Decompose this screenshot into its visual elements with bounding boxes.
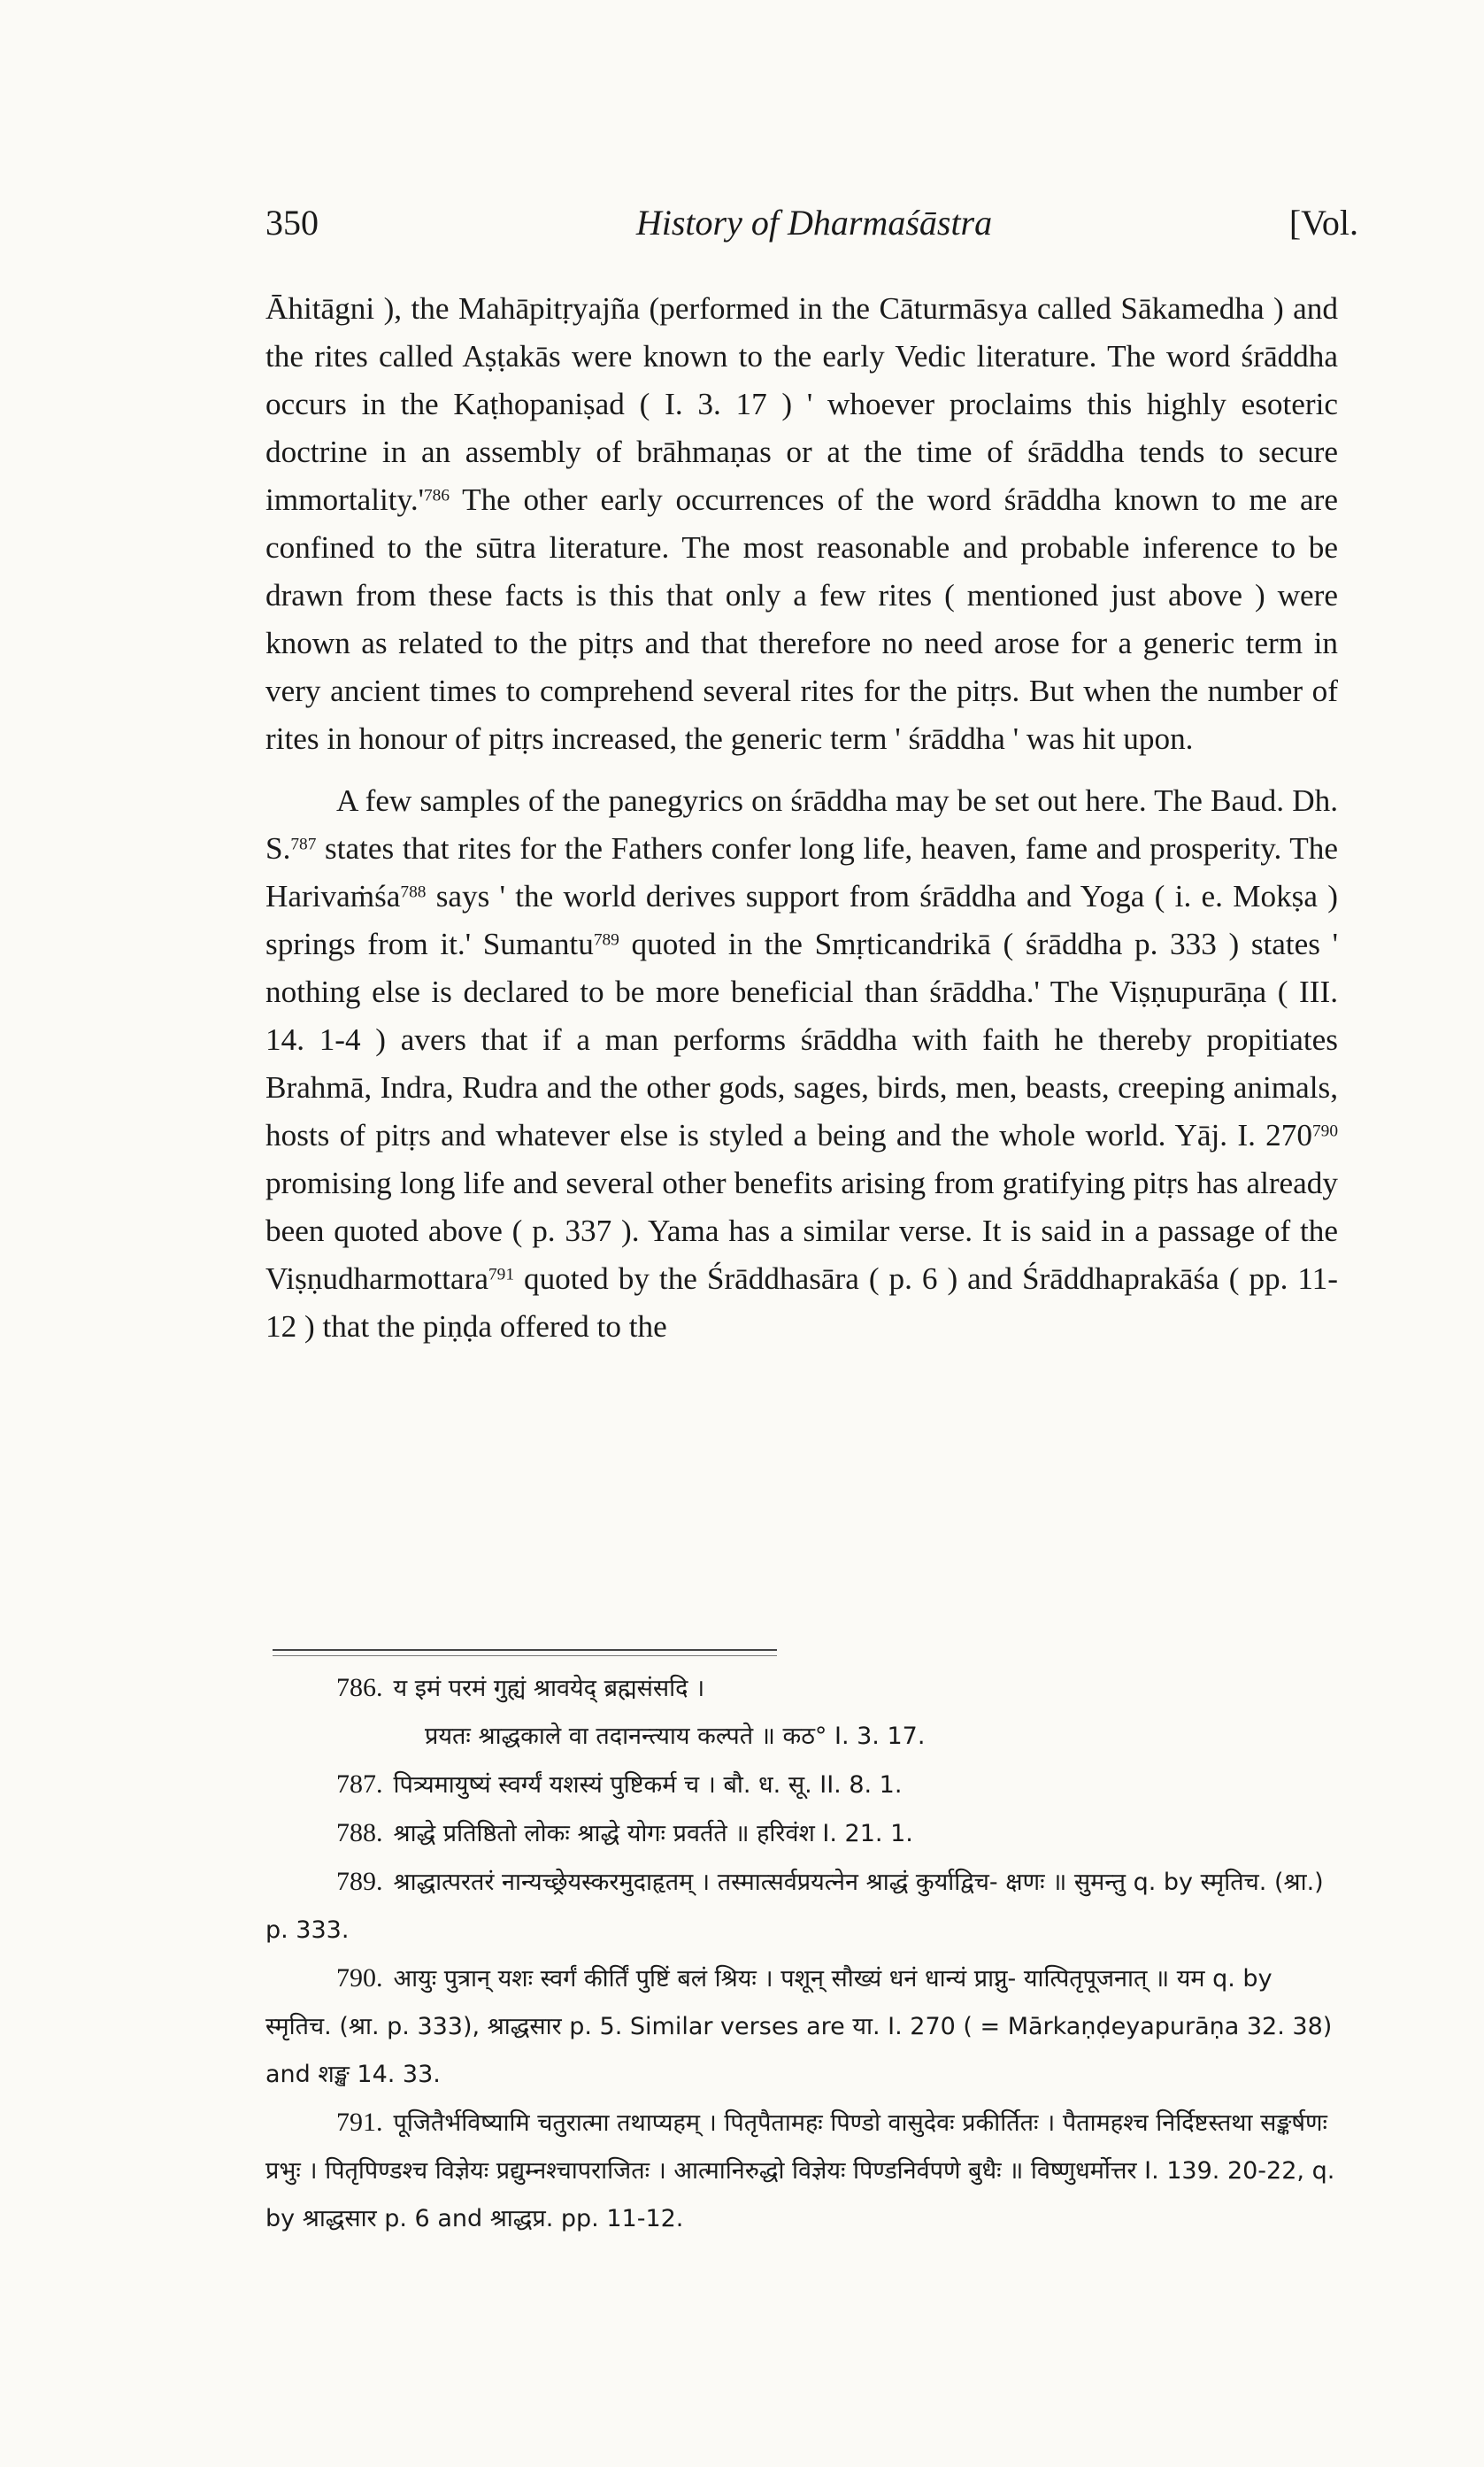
footnote-number: 790. bbox=[336, 1963, 383, 1993]
main-text bbox=[265, 285, 1338, 1351]
footnote-number: 787. bbox=[336, 1769, 383, 1799]
running-header bbox=[265, 202, 1358, 255]
text-run: promising long life and several other benefits arising from gratifying pitṛs has already been quoted above ( p. 337 ). Yama has a similar verse. It is said in a passage of the Viṣṇudharmottara bbox=[265, 1166, 1338, 1296]
footnote-rule-inner bbox=[273, 1655, 777, 1656]
footnote-text: आयुः पुत्रान् यशः स्वर्गं कीर्तिं पुष्टिं बलं श्रियः । पशून् सौख्यं धनं धान्यं प्राप्नु- यात्पितृपूजनात् ॥ यम q. by स्मृतिच. (श्रा. p. 333), श्राद्धसार p. 5. Similar verses are या. I. 270 ( = Mārkaṇḍeyapurāṇa 32. 38) and शङ्ख 14. 33. bbox=[265, 1965, 1333, 2088]
volume-marker: [Vol. bbox=[1288, 203, 1358, 243]
footnote-790 bbox=[265, 1954, 1338, 2099]
footnote-number: 786. bbox=[336, 1673, 383, 1702]
footnote-789 bbox=[265, 1858, 1338, 1954]
text-run: The other early occurrences of the word śrāddha known to me are confined to the sūtra literature. The most reasonable and probable inference to be drawn from these facts is this that only a few rites ( mentioned just above ) were known as related to the pitṛs and that therefore no need arose for a generic term in very ancient times to comprehend several rites for the pitṛs. But when the number of rites in honour of pitṛs increased, the generic term ' śrāddha ' was hit upon. bbox=[265, 482, 1338, 756]
footnote-788 bbox=[265, 1809, 1338, 1858]
footnote-791 bbox=[265, 2099, 1338, 2243]
text-run: states that rites for the Fathers confer long life, heaven, fame and prosperity. The Harivaṁśa bbox=[265, 831, 1338, 914]
footnote-text: य इमं परमं गुह्यं श्रावयेद् ब्रह्मसंसदि । bbox=[393, 1675, 705, 1702]
footnote-text: श्राद्धे प्रतिष्ठितो लोकः श्राद्धे योगः प्रवर्तते ॥ हरिवंश I. 21. 1. bbox=[393, 1820, 913, 1847]
footnote-number: 788. bbox=[336, 1818, 383, 1847]
text-run: quoted in the Smṛticandrikā ( śrāddha p. 333 ) states ' nothing else is declared to be more beneficial than śrāddha.' The Viṣṇupurāṇa ( III. 14. 1-4 ) avers that if a man performs śrāddha with faith he thereby propitiates Brahmā, Indra, Rudra and the other gods, sages, birds, men, beasts, creeping animals, hosts of pitṛs and whatever else is styled a being and the whole world. Yāj. I. 270 bbox=[265, 927, 1338, 1153]
footnote-ref: 787 bbox=[290, 835, 317, 854]
footnotes bbox=[265, 1664, 1338, 2243]
footnote-ref: 790 bbox=[1311, 1122, 1338, 1141]
text-run: quoted by the Śrāddhasāra ( p. 6 ) and Śrāddhaprakāśa ( pp. 11-12 ) that the piṇḍa offered to the bbox=[265, 1261, 1338, 1344]
footnote-ref: 791 bbox=[488, 1265, 514, 1284]
text-run: Āhitāgni ), the Mahāpitṛyajña (performed in the Cāturmāsya called Sākamedha ) and the rites called Aṣṭakās were known to the early Vedic literature. The word śrāddha occurs in the Kaṭhopaniṣad ( I. 3. 17 ) ' whoever proclaims this highly esoteric doctrine in an assembly of brāhmaṇas or at the time of śrāddha tends to secure immortality.' bbox=[265, 291, 1338, 517]
footnote-number: 791. bbox=[336, 2108, 383, 2137]
footnote-ref: 788 bbox=[400, 883, 427, 902]
footnote-text-continued: प्रयतः श्राद्धकाले वा तदानन्त्याय कल्पते ॥ कठ° I. 3. 17. bbox=[425, 1723, 926, 1750]
footnote-text: पित्र्यमायुष्यं स्वर्ग्यं यशस्यं पुष्टिकर्म च । बौ. ध. सू. II. 8. 1. bbox=[393, 1771, 903, 1799]
paragraph-1 bbox=[265, 285, 1338, 763]
footnote-ref: 789 bbox=[593, 930, 619, 950]
footnote-text: श्राद्धात्परतरं नान्यच्छ्रेयस्करमुदाहृतम् । तस्मात्सर्वप्रयत्नेन श्राद्धं कुर्याद्विच- क्षणः ॥ सुमन्तु q. by स्मृतिच. (श्रा.) p. 333. bbox=[265, 1869, 1324, 1944]
footnote-text: पूजितैर्भविष्यामि चतुरात्मा तथाप्यहम् । पितृपैतामहः पिण्डो वासुदेवः प्रकीर्तितः । पैतामहश्च निर्दिष्टस्तथा सङ्कर्षणः प्रभुः । पितृपिण्डश्च विज्ञेयः प्रद्युम्नश्चापराजितः । आत्मानिरुद्धो विज्ञेयः पिण्डनिर्वपणे बुधैः ॥ विष्णुधर्मोत्तर I. 139. 20-22, q. by श्राद्धसार p. 6 and श्राद्धप्र. pp. 11-12. bbox=[265, 2109, 1335, 2232]
footnote-787 bbox=[265, 1761, 1338, 1809]
page-number: 350 bbox=[265, 203, 319, 243]
footnote-ref: 786 bbox=[424, 486, 450, 505]
footnote-number: 789. bbox=[336, 1867, 383, 1896]
footnote-rule bbox=[273, 1649, 777, 1651]
running-title: History of Dharmaśāstra bbox=[635, 203, 993, 243]
text-run: says ' the world derives support from śrāddha and Yoga ( i. e. Mokṣa ) springs from it.' Sumantu bbox=[265, 879, 1338, 961]
paragraph-2 bbox=[265, 777, 1338, 1351]
footnote-786 bbox=[265, 1664, 1338, 1761]
text-run: A few samples of the panegyrics on śrāddha may be set out here. The Baud. Dh. S. bbox=[265, 783, 1338, 866]
